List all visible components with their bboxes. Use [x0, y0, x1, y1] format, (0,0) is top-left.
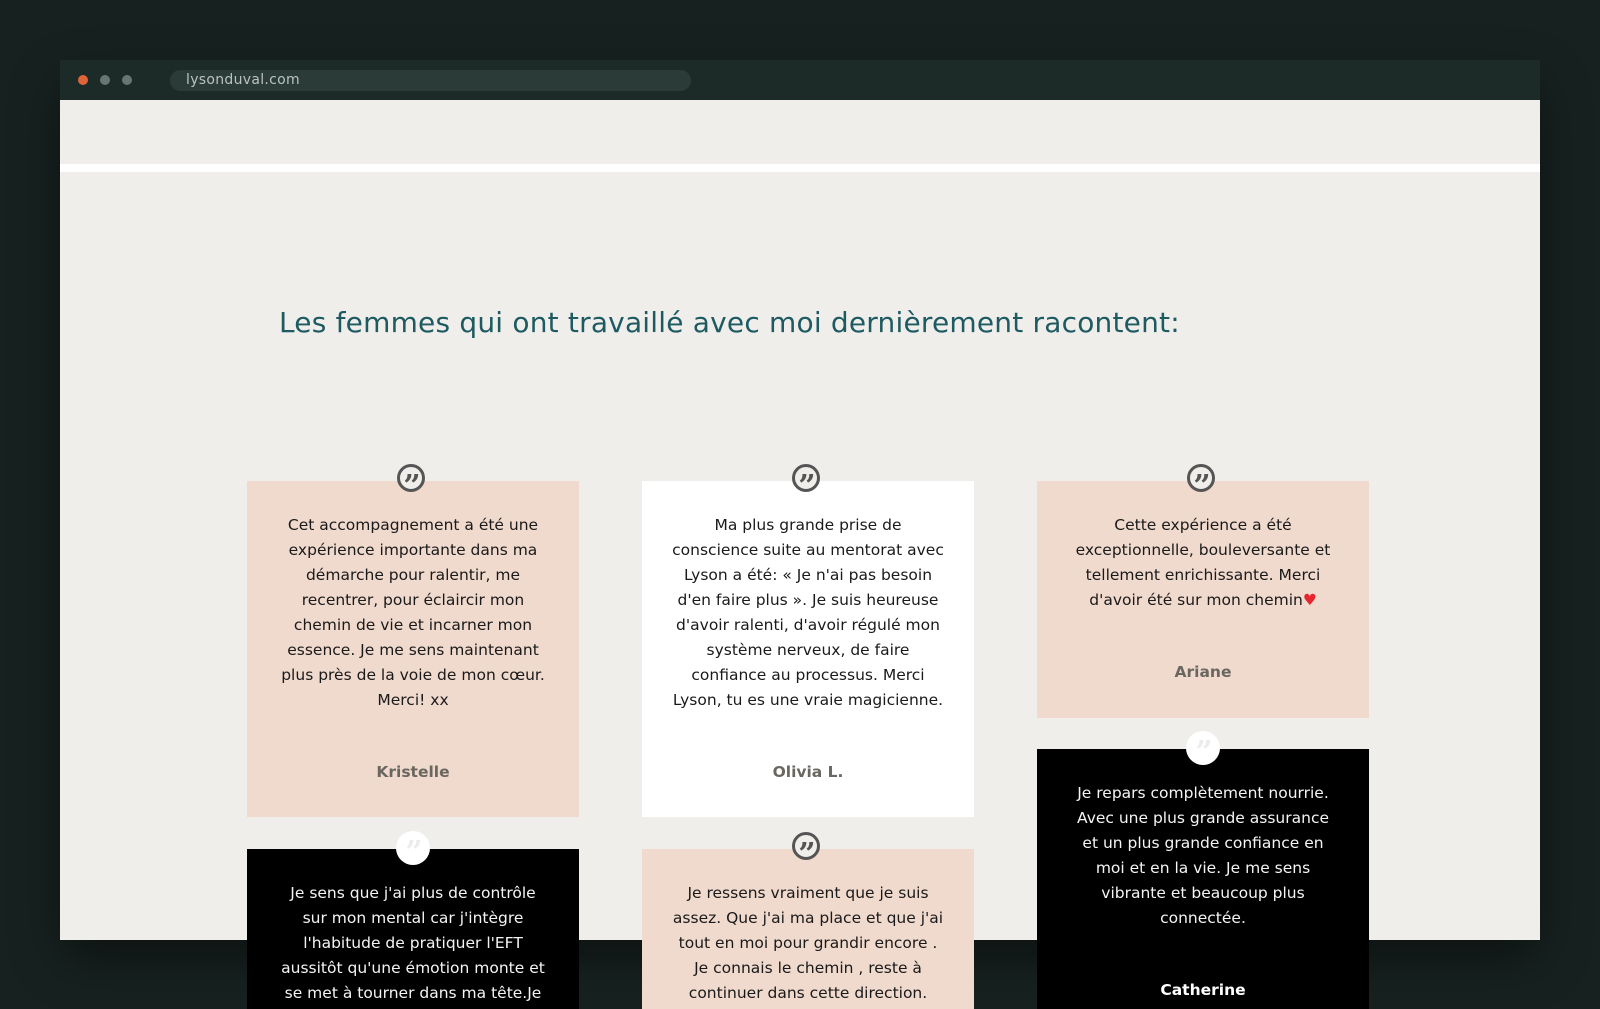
closing-quote-icon: ” [792, 832, 820, 860]
address-bar[interactable] [170, 70, 691, 91]
testimonial-quote [1067, 513, 1339, 613]
closing-quote-icon: ” [396, 831, 430, 865]
testimonial-quote: Je repars complètement nourrie. Avec une plus grande assurance et un plus grande confiance en moi et en la vie. Je me sens vibrante et beaucoup plus connectée. [1077, 784, 1329, 927]
testimonial-author: Kristelle [376, 763, 450, 781]
testimonial-card [247, 835, 579, 1009]
closing-quote-icon: ” [397, 464, 425, 492]
testimonial-card [642, 837, 974, 1009]
testimonial-card [1037, 735, 1369, 1009]
browser-titlebar [60, 60, 1540, 100]
testimonial-card [642, 469, 974, 817]
maximize-window-dot[interactable] [122, 75, 132, 85]
testimonial-author: Catherine [1160, 981, 1246, 999]
testimonial-quote: Je ressens vraiment que je suis assez. Que j'ai ma place et que j'ai tout en moi pour grandir encore . Je connais le chemin , reste à continuer dans cette direction. [672, 884, 944, 1002]
testimonial-author: Olivia L. [772, 763, 844, 781]
url-text: lysonduval.com [186, 72, 300, 88]
closing-quote-icon: ” [1186, 731, 1220, 765]
close-window-dot[interactable] [78, 75, 88, 85]
testimonial-quote: Je sens que j'ai plus de contrôle sur mon mental car j'intègre l'habitude de pratiquer l'EFT aussitôt qu'une émotion monte et se met à tourner dans ma tête.Je [281, 884, 545, 1002]
header-divider [60, 164, 1540, 172]
closing-quote-icon: ” [1187, 464, 1215, 492]
testimonial-quote: Cet accompagnement a été une expérience importante dans ma démarche pour ralentir, me recentrer, pour éclaircir mon chemin de vie et incarner mon essence. Je me sens maintenant plus près de la voie de mon cœur. Merci! xx [281, 516, 545, 709]
heart-emoji-icon: ♥ [1302, 591, 1317, 609]
testimonials-heading: Les femmes qui ont travaillé avec moi dernièrement racontent: [279, 306, 1180, 339]
closing-quote-icon: ” [792, 464, 820, 492]
testimonial-quote: Ma plus grande prise de conscience suite au mentorat avec Lyson a été: « Je n'ai pas besoin d'en faire plus ». Je suis heureuse d'avoir ralenti, d'avoir régulé mon système nerveux, de faire confiance au processus. Merci Lyson, tu es une vraie magicienne. [672, 516, 944, 709]
minimize-window-dot[interactable] [100, 75, 110, 85]
page-content [60, 100, 1540, 1002]
testimonial-card [247, 469, 579, 817]
testimonial-author: Ariane [1174, 663, 1232, 681]
testimonial-card [1037, 469, 1369, 718]
testimonial-quote-text: Cette expérience a été exceptionnelle, bouleversante et tellement enrichissante. Merci d'avoir été sur mon chemin [1075, 516, 1331, 609]
browser-window [60, 60, 1540, 1002]
